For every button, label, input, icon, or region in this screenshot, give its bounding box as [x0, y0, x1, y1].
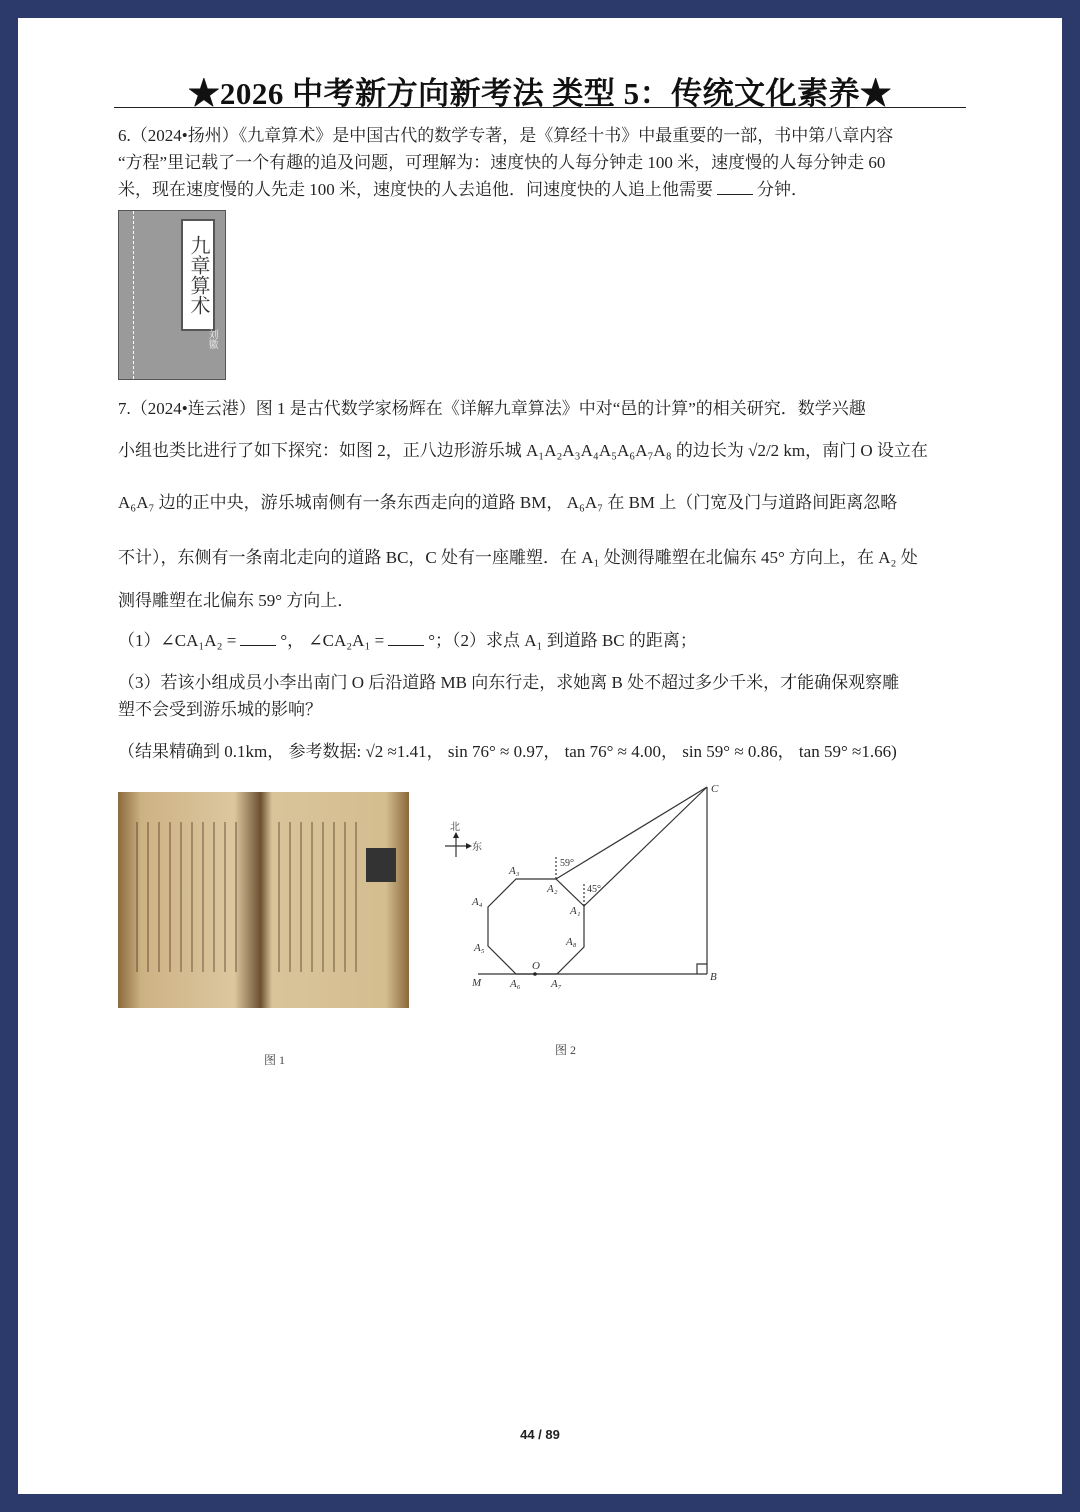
book-author: 刘徽 — [206, 329, 217, 349]
page-title: ★2026 中考新方向新考法 类型 5：传统文化素养★ — [188, 76, 892, 111]
page-number: 44 / 89 — [520, 1427, 560, 1442]
q7-part3: 塑不会受到游乐城的影响？ — [118, 700, 322, 719]
label-a5: A₅ — [474, 942, 485, 954]
q7-line: A₆A₇ 边的正中央，游乐城南侧有一条东西走向的道路 BM， A₆A₇ 在 BM 上（门宽及门与道路间距离忽略 — [118, 493, 898, 512]
q7-reference: （结果精确到 0.1km， 参考数据: √2 ≈1.41， sin 76° ≈ 0.97， tan 76° ≈ 4.00， sin 59° ≈ 0.86， tan 59° ≈1.66) — [118, 742, 897, 761]
q7-part3: （3）若该小组成员小李出南门 O 后沿道路 MB 向东行走，求她离 B 处不超过多少千米，才能确保观察雕 — [118, 673, 900, 692]
p1-text: °；（2）求点 A₁ 到道路 BC 的距离； — [428, 631, 697, 650]
q7-line: 小组也类比进行了如下探究：如图 2，正八边形游乐城 A₁A₂A₃A₄A₅A₆A₇A₈ 的边长为 √2/2 km，南门 O 设立在 — [118, 441, 928, 460]
book-title: 九章算术 — [181, 219, 215, 331]
label-a6: A₆ — [510, 978, 521, 990]
q7-line: 不计），东侧有一条南北走向的道路 BC，C 处有一座雕塑．在 A₁ 处测得雕塑在北偏东 45° 方向上，在 A₂ 处 — [118, 548, 918, 567]
fig2-caption: 图 2 — [555, 1043, 577, 1057]
right-angle-mark — [697, 964, 707, 974]
label-o: O — [532, 960, 540, 972]
q7-line: 7.（2024•连云港）图 1 是古代数学家杨辉在《详解九章算法》中对“邑的计算”的相关研究．数学兴趣 — [118, 399, 866, 418]
label-a3: A₃ — [509, 865, 520, 877]
p1-text: （1）∠CA₁A₂ = — [118, 631, 237, 650]
p1-text: °， ∠CA₂A₁ = — [280, 631, 385, 650]
q6-line: “方程”里记载了一个有趣的追及问题，可理解为：速度快的人每分钟走 100 米，速度慢的人每分钟走 60 — [118, 153, 886, 172]
q6-line: 6.（2024•扬州）《九章算术》是中国古代的数学专著，是《算经十书》中最重要的一部，书中第八章内容 — [118, 126, 894, 145]
label-b: B — [710, 971, 717, 983]
line-a1c — [584, 787, 707, 906]
q6-tail: 分钟． — [757, 180, 808, 199]
line-a2c — [556, 787, 707, 879]
label-a2: A₂ — [547, 883, 558, 895]
label-a1: A₁ — [570, 905, 581, 917]
label-a4: A₄ — [472, 896, 483, 908]
fig1-caption: 图 1 — [264, 1053, 286, 1067]
angle-59: 59° — [560, 858, 574, 869]
north-label: 北 — [450, 822, 460, 833]
label-a8: A₈ — [566, 936, 577, 948]
label-m: M — [472, 977, 482, 989]
q7-line: 测得雕塑在北偏东 59° 方向上． — [118, 591, 355, 610]
label-a7: A₇ — [551, 978, 562, 990]
angle-45: 45° — [587, 884, 601, 895]
point-o — [533, 972, 537, 976]
label-c: C — [711, 783, 719, 795]
east-label: 东 — [472, 842, 482, 853]
q6-text: 米，现在速度慢的人先走 100 米，速度快的人去追他．问速度快的人追上他需要 — [118, 180, 713, 199]
